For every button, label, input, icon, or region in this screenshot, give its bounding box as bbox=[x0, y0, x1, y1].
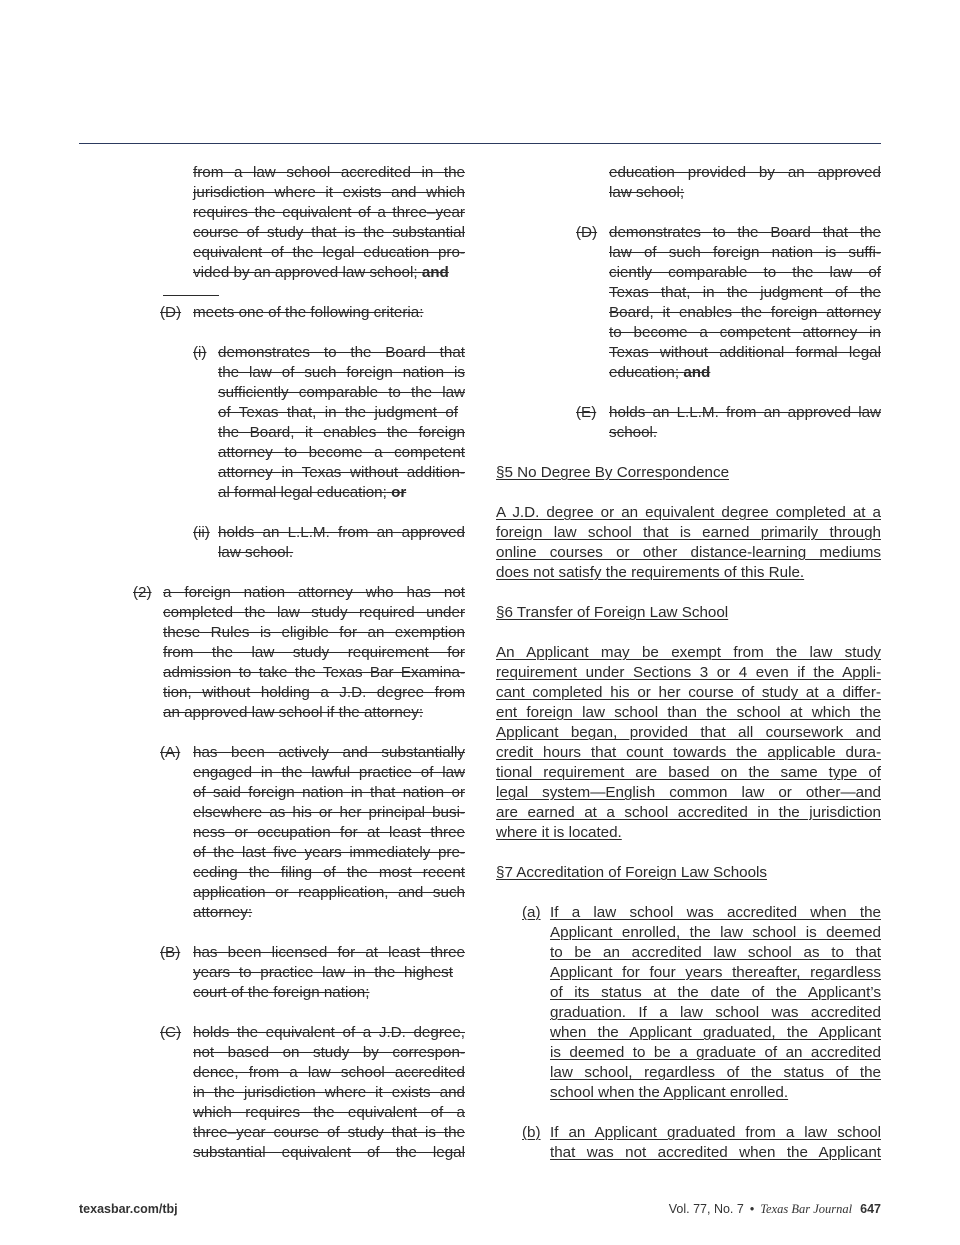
text-line: attorney to become a competent bbox=[218, 444, 465, 461]
text-line: engaged in the lawful practice of law bbox=[193, 764, 465, 781]
text-line: are earned at a school accredited in the jurisdiction bbox=[496, 804, 881, 821]
page-number: 647 bbox=[860, 1202, 881, 1216]
text-line: admission to take the Texas Bar Examina- bbox=[163, 664, 465, 681]
footer-citation bbox=[669, 1200, 881, 1218]
marker-A: (A) bbox=[160, 744, 181, 761]
text-line: tion, without holding a J.D. degree from bbox=[163, 684, 465, 701]
marker-C: (C) bbox=[160, 1024, 182, 1041]
text-line bbox=[218, 483, 406, 503]
text-line: of its status at the date of the Applicant’s bbox=[550, 984, 881, 1001]
text-line: equivalent of the legal education pro- bbox=[193, 244, 465, 261]
text-line: of Texas that, in the judgment of bbox=[218, 404, 458, 421]
text-line: of said foreign nation in that nation or bbox=[193, 784, 465, 801]
text-line: education provided by an approved bbox=[609, 164, 881, 181]
text-line: sufficiently comparable to the law bbox=[218, 384, 465, 401]
text-line: A J.D. degree or an equivalent degree completed at a bbox=[496, 504, 881, 521]
marker-D: (D) bbox=[160, 304, 182, 321]
text-line: demonstrates to the Board that the bbox=[609, 224, 881, 241]
text-line: vided by an approved law school; bbox=[193, 264, 418, 281]
conjunction: and bbox=[683, 364, 711, 381]
text-line: Board, it enables the foreign attorney bbox=[609, 304, 881, 321]
text-line: tional requirement are based on the same type of bbox=[496, 764, 881, 781]
text-line: elsewhere as his or her principal busi- bbox=[193, 804, 465, 821]
header-rule bbox=[79, 143, 881, 144]
text-line: of the last five years immediately pre- bbox=[193, 844, 465, 861]
text-line: Texas without additional formal legal bbox=[609, 344, 881, 361]
text-line: cant completed his or her course of study at a differ- bbox=[496, 684, 881, 701]
text-line: Applicant enrolled, the law school is deemed bbox=[550, 924, 881, 941]
text-line: which requires the equivalent of a bbox=[193, 1104, 465, 1121]
text-line: has been actively and substantially bbox=[193, 744, 465, 761]
text-line: to be an accredited law school as to that bbox=[550, 944, 881, 961]
text-line: when the Applicant graduated, the Applicant bbox=[550, 1024, 881, 1041]
marker-i: (i) bbox=[193, 344, 207, 361]
marker-ii: (ii) bbox=[193, 524, 210, 541]
conjunction: and bbox=[421, 264, 449, 281]
text-line: these Rules is eligible for an exemption bbox=[163, 624, 465, 641]
text-line bbox=[193, 263, 465, 283]
text-line: ciently comparable to the law of bbox=[609, 264, 881, 281]
marker-2: (2) bbox=[133, 584, 152, 601]
text-line: law school, regardless of the status of the bbox=[550, 1064, 881, 1081]
text-line: law school; bbox=[609, 184, 685, 201]
marker-B: (B) bbox=[160, 944, 181, 961]
text-line: does not satisfy the requirements of this Rule. bbox=[496, 564, 805, 581]
text-line: where it is located. bbox=[496, 824, 622, 841]
footer-bullet: • bbox=[749, 1202, 755, 1216]
text-line: in the jurisdiction where it exists and bbox=[193, 1084, 465, 1101]
text-line: the law of such foreign nation is bbox=[218, 364, 465, 381]
text-line: ent foreign law school than the school at which the bbox=[496, 704, 881, 721]
text-line: foreign law school that is earned primarily through bbox=[496, 524, 881, 541]
text-line: from a law school accredited in the bbox=[193, 164, 465, 181]
footer-volume: Vol. 77, No. 7 bbox=[668, 1202, 744, 1216]
section-heading: §6 Transfer of Foreign Law School bbox=[496, 604, 729, 621]
text-line: ceding the filing of the most recent bbox=[193, 864, 465, 881]
text-line: attorney: bbox=[193, 904, 253, 921]
text-line: Applicant for four years thereafter, regardless bbox=[550, 964, 881, 981]
text-line: online courses or other distance-learning mediums bbox=[496, 544, 881, 561]
text-line: dence, from a law school accredited bbox=[193, 1064, 465, 1081]
text-line: to become a competent attorney in bbox=[609, 324, 881, 341]
text-line: the Board, it enables the foreign bbox=[218, 424, 465, 441]
text-line: not based on study by correspon- bbox=[193, 1044, 465, 1061]
text-line: al formal legal education; bbox=[218, 484, 387, 501]
text-line: substantial equivalent of the legal bbox=[193, 1144, 465, 1161]
text-line: law school. bbox=[218, 544, 294, 561]
section-heading: §7 Accreditation of Foreign Law Schools bbox=[496, 864, 768, 881]
text-line: attorney in Texas without addition- bbox=[218, 464, 465, 481]
text-line: An Applicant may be exempt from the law study bbox=[496, 644, 881, 661]
text-line: court of the foreign nation; bbox=[193, 984, 370, 1001]
text-line: If an Applicant graduated from a law school bbox=[550, 1124, 881, 1141]
text-line: credit hours that count towards the applicable dura- bbox=[496, 744, 881, 761]
text-line: graduation. If a law school was accredited bbox=[550, 1004, 881, 1021]
text-line: application or reapplication, and such bbox=[193, 884, 465, 901]
text-line: holds an L.L.M. from an approved law bbox=[609, 404, 881, 421]
text-line: years to practice law in the highest bbox=[193, 964, 453, 981]
footer-journal: Texas Bar Journal bbox=[760, 1202, 853, 1216]
text-line: meets one of the following criteria: bbox=[193, 304, 424, 321]
text-line: holds an L.L.M. from an approved bbox=[218, 524, 465, 541]
text-line: holds the equivalent of a J.D. degree, bbox=[193, 1024, 465, 1041]
text-line bbox=[609, 363, 710, 383]
text-line: requires the equivalent of a three–year bbox=[193, 204, 465, 221]
marker-E: (E) bbox=[576, 404, 597, 421]
text-line: Applicant began, provided that all coursework and bbox=[496, 724, 881, 741]
text-line: is deemed to be a graduate of an accredited bbox=[550, 1044, 881, 1061]
text-line: Texas that, in the judgment of the bbox=[609, 284, 881, 301]
marker-a: (a) bbox=[522, 904, 541, 921]
footer-site-link[interactable]: texasbar.com/tbj bbox=[79, 1202, 178, 1216]
text-line: has been licensed for at least three bbox=[193, 944, 465, 961]
marker-b: (b) bbox=[522, 1124, 541, 1141]
text-line: that was not accredited when the Applicant bbox=[550, 1144, 881, 1161]
text-line: ness or occupation for at least three bbox=[193, 824, 465, 841]
text-line: If a law school was accredited when the bbox=[550, 904, 881, 921]
text-line: demonstrates to the Board that bbox=[218, 344, 465, 361]
divider bbox=[163, 295, 219, 296]
text-line: school when the Applicant enrolled. bbox=[550, 1084, 789, 1101]
text-line: jurisdiction where it exists and which bbox=[193, 184, 465, 201]
text-line: completed the law study required under bbox=[163, 604, 465, 621]
text-line: an approved law school if the attorney: bbox=[163, 704, 424, 721]
text-line: a foreign nation attorney who has not bbox=[163, 584, 465, 601]
conjunction: or bbox=[391, 484, 407, 501]
text-line: course of study that is the substantial bbox=[193, 224, 465, 241]
text-line: from the law study requirement for bbox=[163, 644, 465, 661]
marker-D: (D) bbox=[576, 224, 598, 241]
section-heading: §5 No Degree By Correspondence bbox=[496, 464, 730, 481]
text-line: three–year course of study that is the bbox=[193, 1124, 465, 1141]
text-line: education; bbox=[609, 364, 680, 381]
text-line: school. bbox=[609, 424, 658, 441]
text-line: legal system—English common law or other—and bbox=[496, 784, 881, 801]
text-line: law of such foreign nation is suffi- bbox=[609, 244, 881, 261]
text-line: requirement under Sections 3 or 4 even if the Appli- bbox=[496, 664, 881, 681]
